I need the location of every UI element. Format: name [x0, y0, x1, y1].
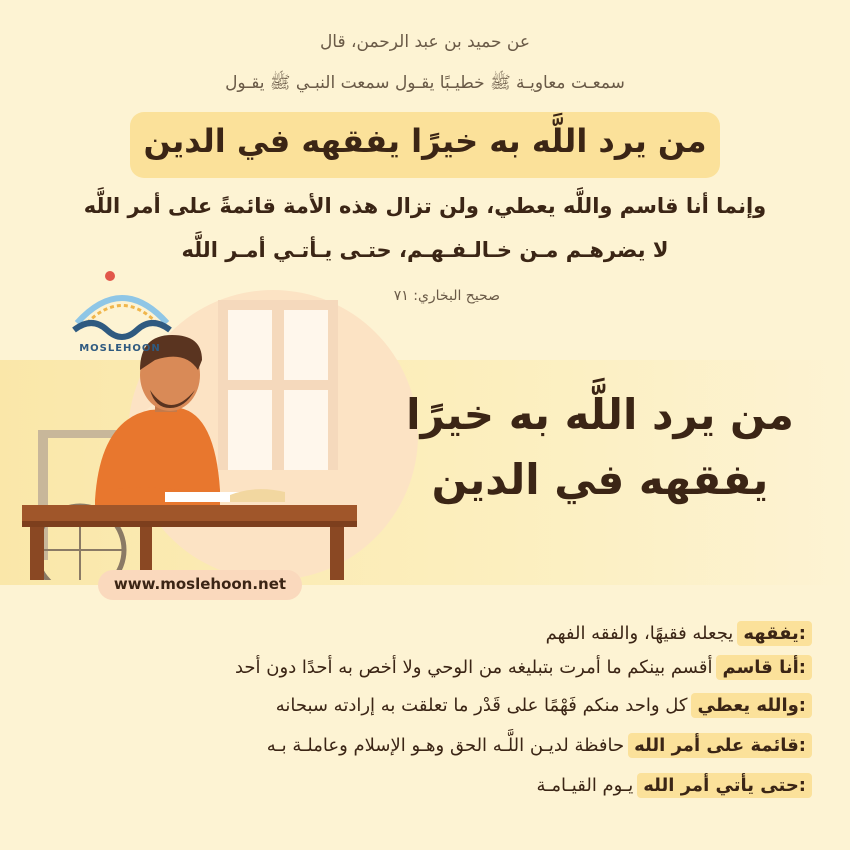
- definition-term: قائمة على أمر الله:: [628, 733, 812, 758]
- definition-term: حتى يأتي أمر الله:: [637, 773, 812, 798]
- definition-text: كل واحد منكم فَهْمًا على قَدْر ما تعلقت به إرادته سبحانه: [275, 694, 688, 716]
- definition-row: [276, 690, 812, 720]
- definition-row: [267, 730, 812, 760]
- definition-row: [546, 618, 812, 648]
- narrator-text: عن حميد بن عبد الرحمن، قال: [319, 32, 531, 52]
- definition-term: أنا قاسم:: [716, 655, 812, 680]
- hadith-body-line-2: لا يضرهـم مـن خـالـفـهـم، حتـى يـأتـي أمـر اللَّه: [181, 238, 669, 262]
- chain-text: سمعـت معاويـة ﷺ خطيـبًا يقـول سمعت النبـي ﷺ يقـول: [225, 73, 625, 93]
- definition-row: [235, 652, 812, 682]
- title-line-1: من يرد اللَّه به خيرًا: [406, 390, 794, 439]
- definition-text: يجعله فقيهًا، والفقه الفهم: [545, 622, 734, 644]
- definition-row: [536, 770, 812, 800]
- definition-text: يـوم القيـامـة: [536, 774, 634, 796]
- title-line-2: يفقهه في الدين: [431, 455, 769, 504]
- definition-text: أقسم بينكم ما أمرت بتبليغه من الوحي ولا أخص به أحدًا دون أحد: [234, 656, 713, 678]
- definition-term: يفقهه:: [737, 621, 812, 646]
- logo-text: MOSLEHOON: [79, 343, 161, 354]
- definition-term: والله يعطي:: [691, 693, 812, 718]
- definition-text: حافظة لديـن اللَّـه الحق وهـو الإسلام وعاملـة بـه: [266, 734, 625, 756]
- hadith-main-text: من يرد اللَّه به خيرًا يفقهه في الدين: [143, 122, 707, 160]
- hadith-source: صحيح البخاري: ٧١: [393, 288, 500, 304]
- website-link[interactable]: www.moslehoon.net: [113, 575, 287, 593]
- desk-icon: [22, 505, 357, 580]
- hadith-body-line-1: وإنما أنا قاسم واللَّه يعطي، ولن تزال هذه الأمة قائمةً على أمر اللَّه: [83, 194, 767, 218]
- window-icon: [218, 300, 338, 470]
